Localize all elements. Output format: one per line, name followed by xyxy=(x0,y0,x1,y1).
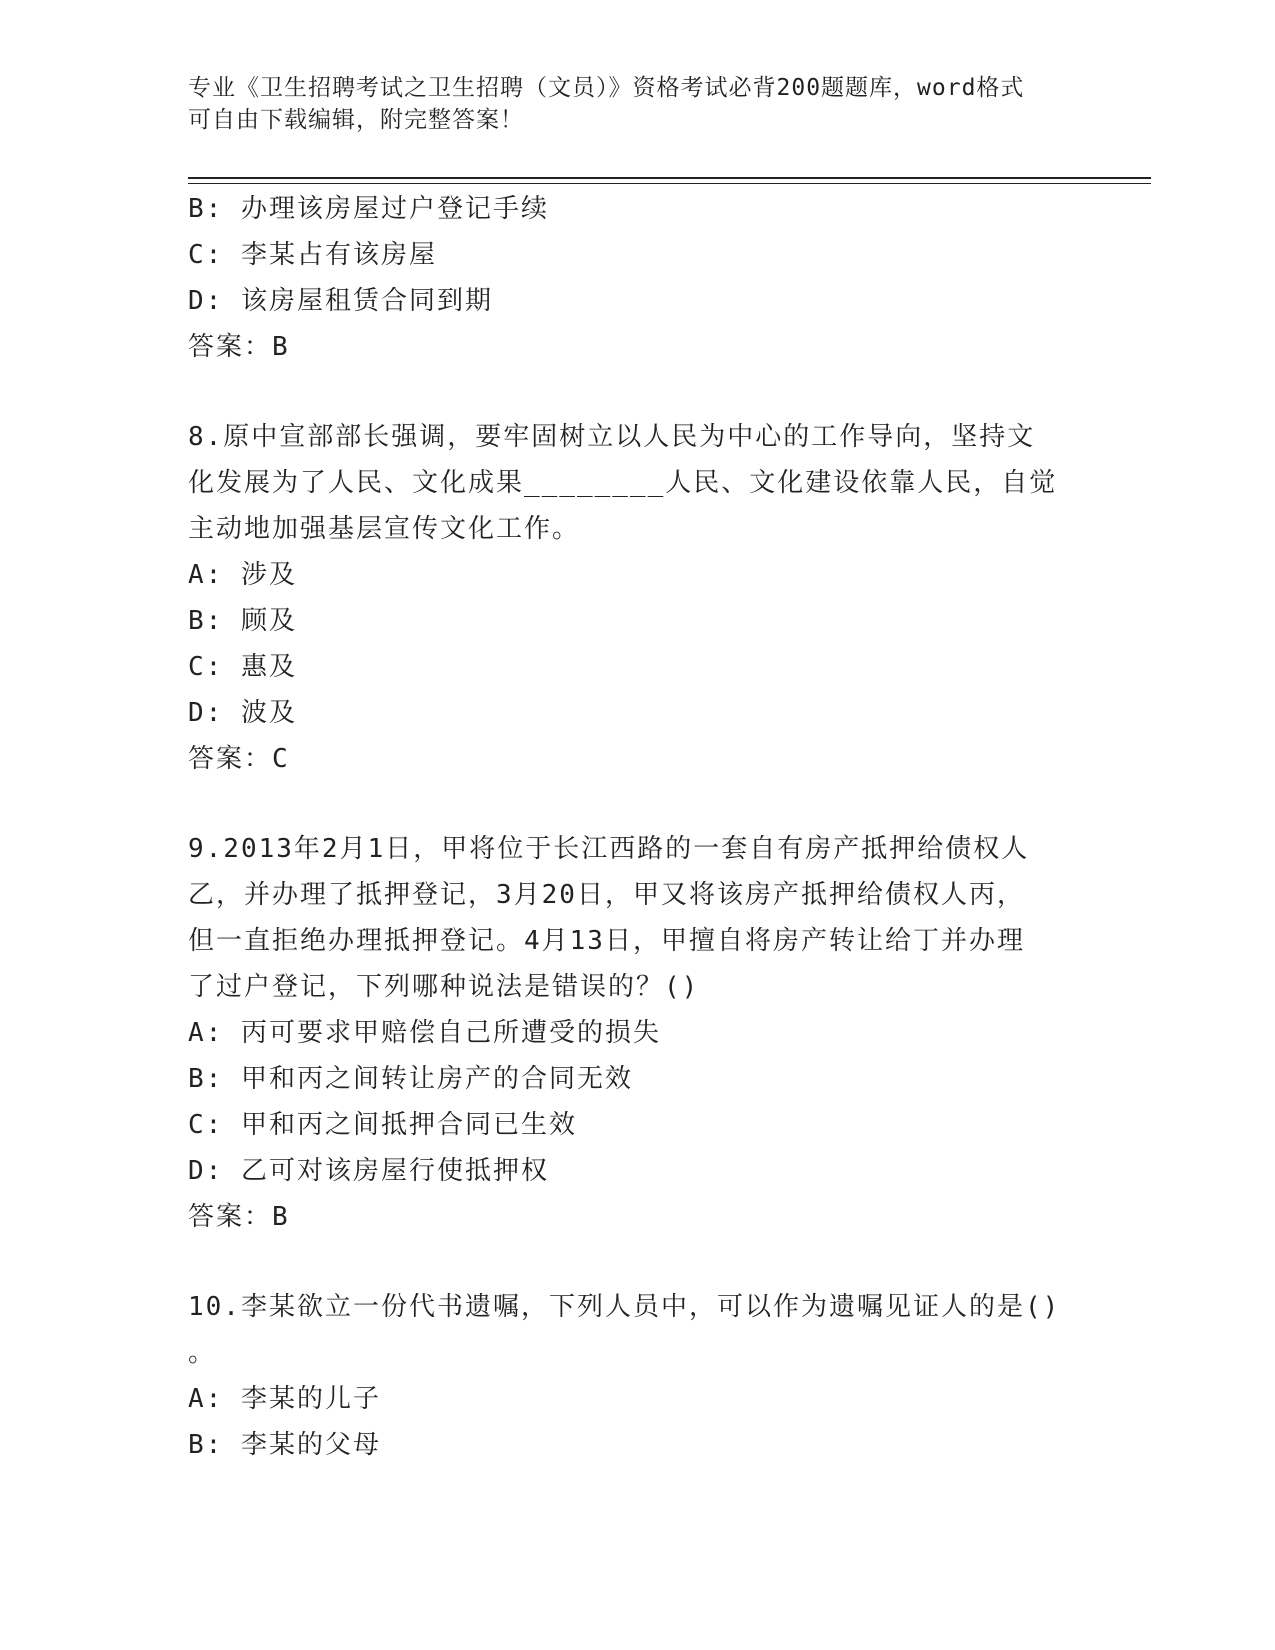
option-c: C: 甲和丙之间抵押合同已生效 xyxy=(188,1110,577,1140)
question-10 xyxy=(188,1284,1068,1468)
answer-line: 答案：B xyxy=(188,332,290,362)
option-b: B: 办理该房屋过户登记手续 xyxy=(188,194,549,224)
option-c: C: 李某占有该房屋 xyxy=(188,240,437,270)
header-divider-thin xyxy=(188,183,1151,184)
question-stem-line: 9.2013年2月1日，甲将位于长江西路的一套自有房产抵押给债权人 xyxy=(188,834,1030,864)
question-stem-line: 乙，并办理了抵押登记，3月20日，甲又将该房产抵押给债权人丙， xyxy=(188,880,1025,910)
answer-line: 答案：C xyxy=(188,744,290,774)
header-title-line-1: 专业《卫生招聘考试之卫生招聘（文员）》资格考试必背200题题库，word格式 xyxy=(188,75,1025,101)
question-7-continued xyxy=(188,186,1068,370)
option-d: D: 该房屋租赁合同到期 xyxy=(188,286,493,316)
question-stem-line: 。 xyxy=(188,1338,217,1368)
question-stem-line: 了过户登记，下列哪种说法是错误的？() xyxy=(188,972,700,1002)
question-stem-line: 主动地加强基层宣传文化工作。 xyxy=(188,514,581,544)
question-stem-line: 8.原中宣部部长强调，要牢固树立以人民为中心的工作导向，坚持文 xyxy=(188,422,1036,452)
question-stem-line: 10.李某欲立一份代书遗嘱，下列人员中，可以作为遗嘱见证人的是() xyxy=(188,1292,1061,1322)
question-gap xyxy=(188,370,1068,414)
answer-line: 答案：B xyxy=(188,1202,290,1232)
document-body xyxy=(188,186,1068,1468)
question-gap xyxy=(188,1240,1068,1284)
question-stem-line: 但一直拒绝办理抵押登记。4月13日，甲擅自将房产转让给丁并办理 xyxy=(188,926,1025,956)
question-8 xyxy=(188,414,1068,782)
header-divider-thick xyxy=(188,177,1151,179)
question-9 xyxy=(188,826,1068,1240)
option-b: B: 李某的父母 xyxy=(188,1430,381,1460)
option-a: A: 丙可要求甲赔偿自己所遭受的损失 xyxy=(188,1018,661,1048)
option-d: D: 乙可对该房屋行使抵押权 xyxy=(188,1156,549,1186)
option-a: A: 李某的儿子 xyxy=(188,1384,381,1414)
question-stem-line: 化发展为了人民、文化成果________人民、文化建设依靠人民，自觉 xyxy=(188,468,1058,498)
option-a: A: 涉及 xyxy=(188,560,297,590)
header-title-line-2: 可自由下载编辑，附完整答案！ xyxy=(188,107,524,133)
question-gap xyxy=(188,782,1068,826)
option-d: D: 波及 xyxy=(188,698,297,728)
document-header xyxy=(188,72,1078,136)
option-b: B: 甲和丙之间转让房产的合同无效 xyxy=(188,1064,633,1094)
option-c: C: 惠及 xyxy=(188,652,297,682)
option-b: B: 顾及 xyxy=(188,606,297,636)
